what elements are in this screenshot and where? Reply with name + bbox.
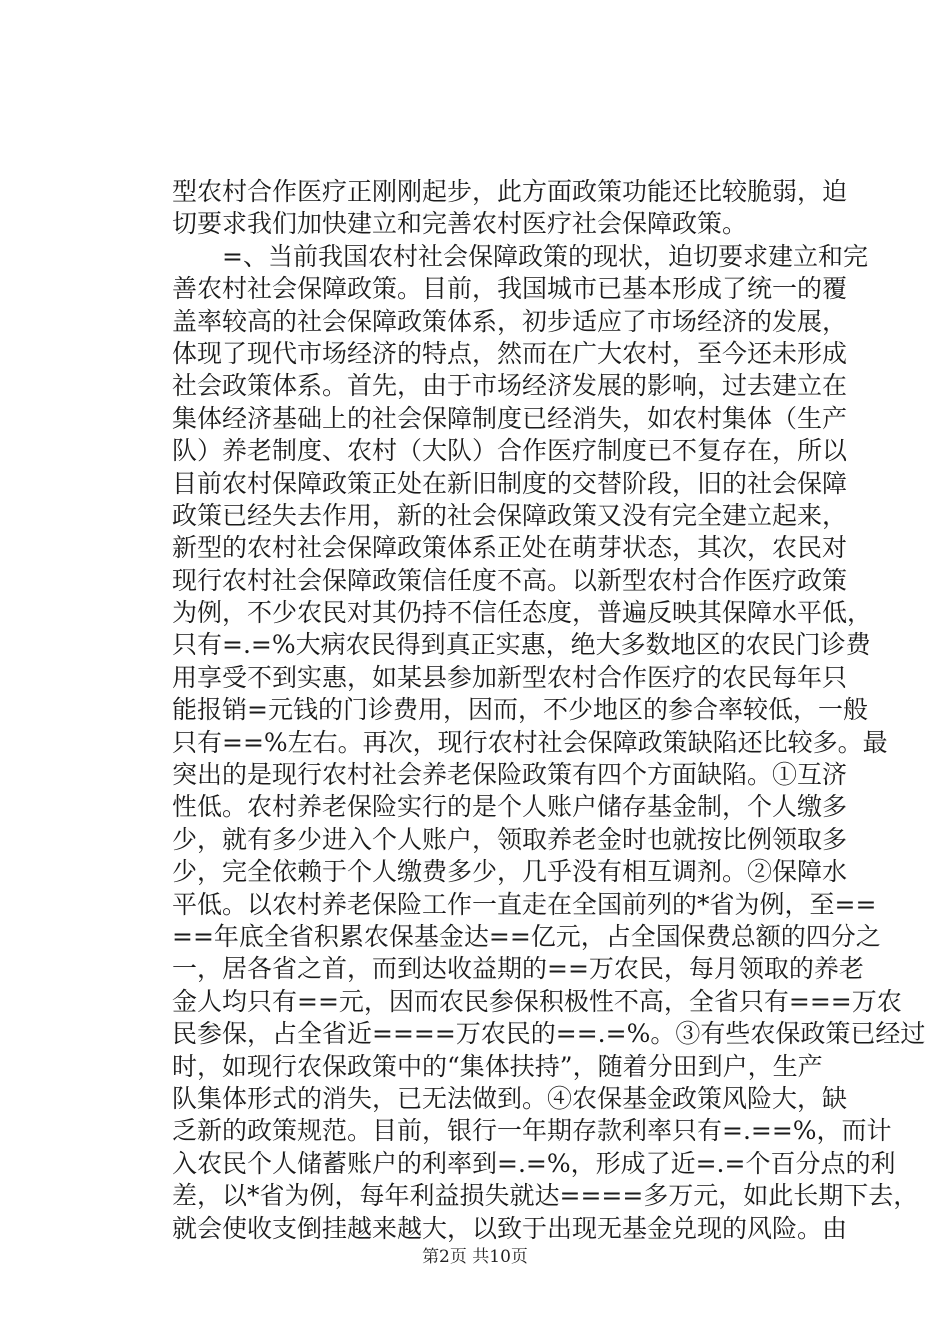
text-line: 体现了现代市场经济的特点，然而在广大农村，至今还未形成 — [172, 338, 848, 368]
page-footer: 第2页 共10页 — [422, 1247, 528, 1267]
text-line: 队）养老制度、农村（大队）合作医疗制度已不复存在，所以 — [172, 436, 848, 466]
body-text — [172, 176, 926, 1245]
text-line: 突出的是现行农村社会养老保险政策有四个方面缺陷。①互济 — [172, 760, 848, 790]
text-line: 入农民个人储蓄账户的利率到=.=%，形成了近=.=个百分点的利 — [172, 1148, 896, 1178]
text-line: ==年底全省积累农保基金达==亿元，占全国保费总额的四分之 — [172, 921, 881, 951]
text-line: 性低。农村养老保险实行的是个人账户储存基金制，个人缴多 — [172, 792, 848, 822]
text-line: 民参保，占全省近====万农民的==.=%。③有些农保政策已经过 — [172, 1019, 926, 1049]
text-line: 金人均只有==元，因而农民参保积极性不高，全省只有===万农 — [172, 986, 902, 1016]
text-line: 能报销=元钱的门诊费用，因而，不少地区的参合率较低，一般 — [172, 695, 868, 725]
text-line: 只有==%左右。再次，现行农村社会保障政策缺陷还比较多。最 — [172, 727, 888, 757]
text-line: 集体经济基础上的社会保障制度已经消失，如农村集体（生产 — [172, 403, 848, 433]
text-line: 一，居各省之首，而到达收益期的==万农民，每月领取的养老 — [172, 954, 864, 984]
text-line: 少，完全依赖于个人缴费多少，几乎没有相互调剂。②保障水 — [172, 857, 848, 887]
text-line: 型农村合作医疗正刚刚起步，此方面政策功能还比较脆弱，迫 — [172, 177, 848, 206]
text-line: 时，如现行农保政策中的“集体扶持”，随着分田到户，生产 — [172, 1051, 823, 1081]
text-line: 目前农村保障政策正处在新旧制度的交替阶段，旧的社会保障 — [172, 468, 848, 498]
text-line: 社会政策体系。首先，由于市场经济发展的影响，过去建立在 — [172, 371, 848, 401]
text-line: 用享受不到实惠，如某县参加新型农村合作医疗的农民每年只 — [172, 662, 848, 692]
text-line: 平低。以农村养老保险工作一直走在全国前列的*省为例，至== — [172, 889, 877, 919]
text-line: 就会使收支倒挂越来越大，以致于出现无基金兑现的风险。由 — [172, 1213, 848, 1243]
text-line: 队集体形式的消失，已无法做到。④农保基金政策风险大，缺 — [172, 1083, 848, 1113]
text-line: 善农村社会保障政策。目前，我国城市已基本形成了统一的覆 — [172, 274, 848, 304]
text-line: 差，以*省为例，每年利益损失就达====多万元，如此长期下去， — [172, 1181, 919, 1211]
text-line: 新型的农村社会保障政策体系正处在萌芽状态，其次，农民对 — [172, 533, 848, 563]
text-line: 现行农村社会保障政策信任度不高。以新型农村合作医疗政策 — [172, 565, 848, 595]
text-line: 切要求我们加快建立和完善农村医疗社会保障政策。 — [172, 209, 748, 239]
text-line: 少，就有多少进入个人账户，领取养老金时也就按比例领取多 — [172, 824, 848, 854]
text-line: 只有=.=%大病农民得到真正实惠，绝大多数地区的农民门诊费 — [172, 630, 871, 660]
text-line: 盖率较高的社会保障政策体系，初步适应了市场经济的发展， — [172, 306, 848, 336]
text-line: 乏新的政策规范。目前，银行一年期存款利率只有=.==%，而计 — [172, 1116, 892, 1146]
text-line: 政策已经失去作用，新的社会保障政策又没有完全建立起来， — [172, 500, 848, 530]
text-line: =、当前我国农村社会保障政策的现状，迫切要求建立和完 — [172, 241, 868, 271]
text-line: 为例，不少农民对其仍持不信任态度，普遍反映其保障水平低， — [172, 598, 873, 628]
